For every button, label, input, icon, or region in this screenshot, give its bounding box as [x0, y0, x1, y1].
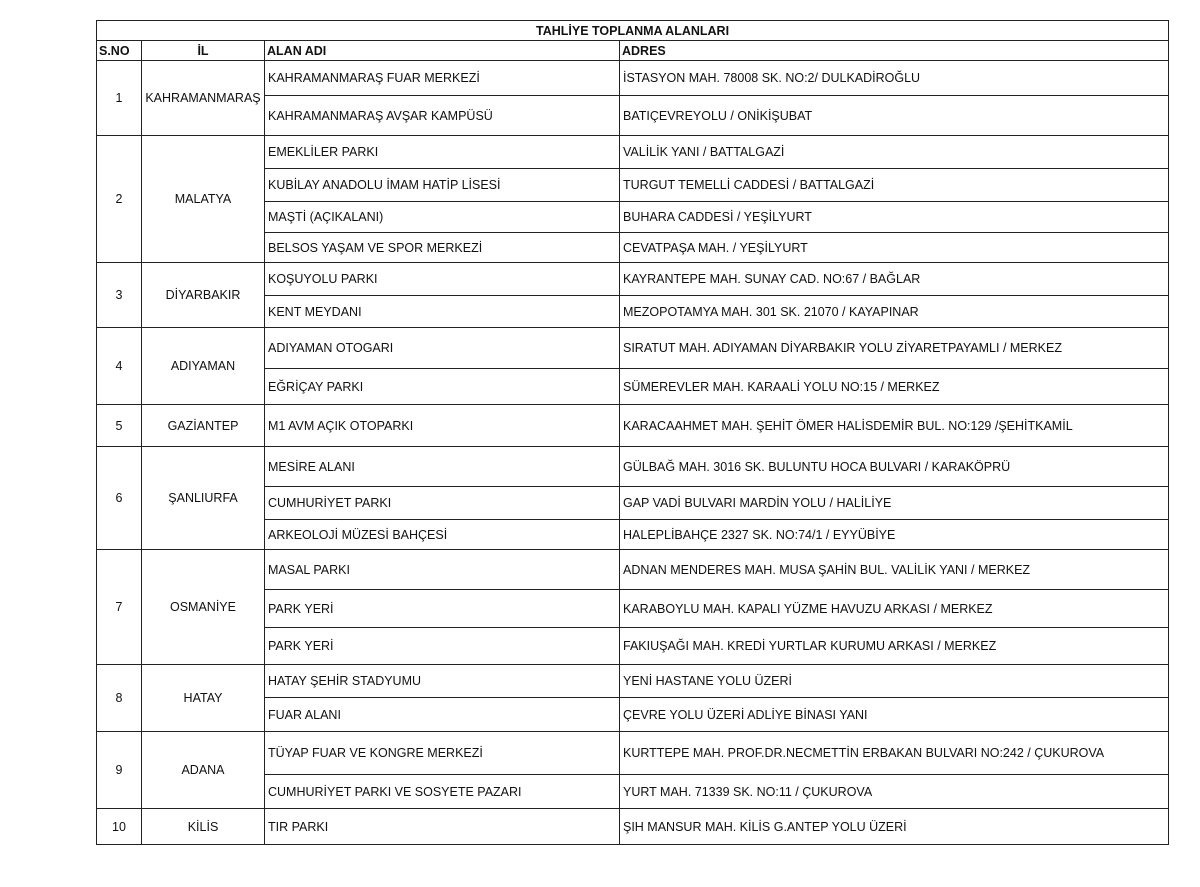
header-alan-adi: ALAN ADI — [265, 41, 620, 61]
cell-alan-adi: EĞRİÇAY PARKI — [265, 369, 620, 405]
table-row — [97, 665, 1169, 698]
cell-alan-adi: TIR PARKI — [265, 809, 620, 845]
cell-alan-adi: TÜYAP FUAR VE KONGRE MERKEZİ — [265, 732, 620, 775]
cell-sno: 6 — [97, 447, 142, 550]
cell-alan-adi: CUMHURİYET PARKI VE SOSYETE PAZARI — [265, 775, 620, 809]
cell-adres: SÜMEREVLER MAH. KARAALİ YOLU NO:15 / MERKEZ — [620, 369, 1169, 405]
evacuation-areas-table — [96, 20, 1169, 845]
cell-il: GAZİANTEP — [142, 405, 265, 447]
cell-alan-adi: PARK YERİ — [265, 628, 620, 665]
cell-il: ADANA — [142, 732, 265, 809]
table-row — [97, 405, 1169, 447]
cell-sno: 5 — [97, 405, 142, 447]
cell-adres: GAP VADİ BULVARI MARDİN YOLU / HALİLİYE — [620, 487, 1169, 520]
cell-alan-adi: PARK YERİ — [265, 590, 620, 628]
cell-adres: SIRATUT MAH. ADIYAMAN DİYARBAKIR YOLU ZİYARETPAYAMLI / MERKEZ — [620, 328, 1169, 369]
cell-adres: ÇEVRE YOLU ÜZERİ ADLİYE BİNASI YANI — [620, 698, 1169, 732]
cell-il: ŞANLIURFA — [142, 447, 265, 550]
cell-adres: BUHARA CADDESİ / YEŞİLYURT — [620, 202, 1169, 233]
cell-il: KAHRAMANMARAŞ — [142, 61, 265, 136]
cell-sno: 1 — [97, 61, 142, 136]
cell-adres: TURGUT TEMELLİ CADDESİ / BATTALGAZİ — [620, 169, 1169, 202]
cell-alan-adi: HATAY ŞEHİR STADYUMU — [265, 665, 620, 698]
table-row — [97, 61, 1169, 96]
cell-adres: GÜLBAĞ MAH. 3016 SK. BULUNTU HOCA BULVARI / KARAKÖPRÜ — [620, 447, 1169, 487]
cell-alan-adi: KOŞUYOLU PARKI — [265, 263, 620, 296]
cell-adres: FAKIUŞAĞI MAH. KREDİ YURTLAR KURUMU ARKASI / MERKEZ — [620, 628, 1169, 665]
table-row — [97, 732, 1169, 775]
cell-il: MALATYA — [142, 136, 265, 263]
table-row — [97, 809, 1169, 845]
cell-alan-adi: ADIYAMAN OTOGARI — [265, 328, 620, 369]
cell-adres: HALEPLİBAHÇE 2327 SK. NO:74/1 / EYYÜBİYE — [620, 520, 1169, 550]
table-row — [97, 447, 1169, 487]
cell-sno: 9 — [97, 732, 142, 809]
cell-alan-adi: KAHRAMANMARAŞ FUAR MERKEZİ — [265, 61, 620, 96]
cell-sno: 3 — [97, 263, 142, 328]
cell-alan-adi: KUBİLAY ANADOLU İMAM HATİP LİSESİ — [265, 169, 620, 202]
cell-alan-adi: MESİRE ALANI — [265, 447, 620, 487]
cell-adres: KAYRANTEPE MAH. SUNAY CAD. NO:67 / BAĞLAR — [620, 263, 1169, 296]
table-row — [97, 550, 1169, 590]
cell-il: OSMANİYE — [142, 550, 265, 665]
cell-sno: 8 — [97, 665, 142, 732]
cell-adres: İSTASYON MAH. 78008 SK. NO:2/ DULKADİROĞLU — [620, 61, 1169, 96]
cell-adres: YENİ HASTANE YOLU ÜZERİ — [620, 665, 1169, 698]
cell-il: HATAY — [142, 665, 265, 732]
cell-adres: KARACAAHMET MAH. ŞEHİT ÖMER HALİSDEMİR BUL. NO:129 /ŞEHİTKAMİL — [620, 405, 1169, 447]
header-row — [97, 41, 1169, 61]
cell-adres: MEZOPOTAMYA MAH. 301 SK. 21070 / KAYAPINAR — [620, 296, 1169, 328]
cell-alan-adi: CUMHURİYET PARKI — [265, 487, 620, 520]
table-row — [97, 263, 1169, 296]
cell-il: KİLİS — [142, 809, 265, 845]
cell-adres: ADNAN MENDERES MAH. MUSA ŞAHİN BUL. VALİLİK YANI / MERKEZ — [620, 550, 1169, 590]
cell-alan-adi: ARKEOLOJİ MÜZESİ BAHÇESİ — [265, 520, 620, 550]
cell-alan-adi: EMEKLİLER PARKI — [265, 136, 620, 169]
cell-sno: 4 — [97, 328, 142, 405]
cell-il: DİYARBAKIR — [142, 263, 265, 328]
cell-adres: BATIÇEVREYOLU / ONİKİŞUBAT — [620, 96, 1169, 136]
table-title: TAHLİYE TOPLANMA ALANLARI — [97, 21, 1169, 41]
header-adres: ADRES — [620, 41, 1169, 61]
cell-alan-adi: BELSOS YAŞAM VE SPOR MERKEZİ — [265, 233, 620, 263]
cell-adres: KURTTEPE MAH. PROF.DR.NECMETTİN ERBAKAN BULVARI NO:242 / ÇUKUROVA — [620, 732, 1169, 775]
cell-adres: YURT MAH. 71339 SK. NO:11 / ÇUKUROVA — [620, 775, 1169, 809]
cell-adres: VALİLİK YANI / BATTALGAZİ — [620, 136, 1169, 169]
table-row — [97, 328, 1169, 369]
cell-adres: ŞIH MANSUR MAH. KİLİS G.ANTEP YOLU ÜZERİ — [620, 809, 1169, 845]
evacuation-table-sheet — [96, 20, 1168, 845]
cell-alan-adi: MASAL PARKI — [265, 550, 620, 590]
cell-adres: KARABOYLU MAH. KAPALI YÜZME HAVUZU ARKASI / MERKEZ — [620, 590, 1169, 628]
cell-alan-adi: FUAR ALANI — [265, 698, 620, 732]
cell-sno: 7 — [97, 550, 142, 665]
cell-alan-adi: KENT MEYDANI — [265, 296, 620, 328]
header-sno: S.NO — [97, 41, 142, 61]
table-body — [97, 61, 1169, 845]
cell-alan-adi: MAŞTİ (AÇIKALANI) — [265, 202, 620, 233]
cell-sno: 2 — [97, 136, 142, 263]
header-il: İL — [142, 41, 265, 61]
cell-adres: CEVATPAŞA MAH. / YEŞİLYURT — [620, 233, 1169, 263]
cell-alan-adi: KAHRAMANMARAŞ AVŞAR KAMPÜSÜ — [265, 96, 620, 136]
cell-alan-adi: M1 AVM AÇIK OTOPARKI — [265, 405, 620, 447]
table-row — [97, 136, 1169, 169]
cell-il: ADIYAMAN — [142, 328, 265, 405]
cell-sno: 10 — [97, 809, 142, 845]
